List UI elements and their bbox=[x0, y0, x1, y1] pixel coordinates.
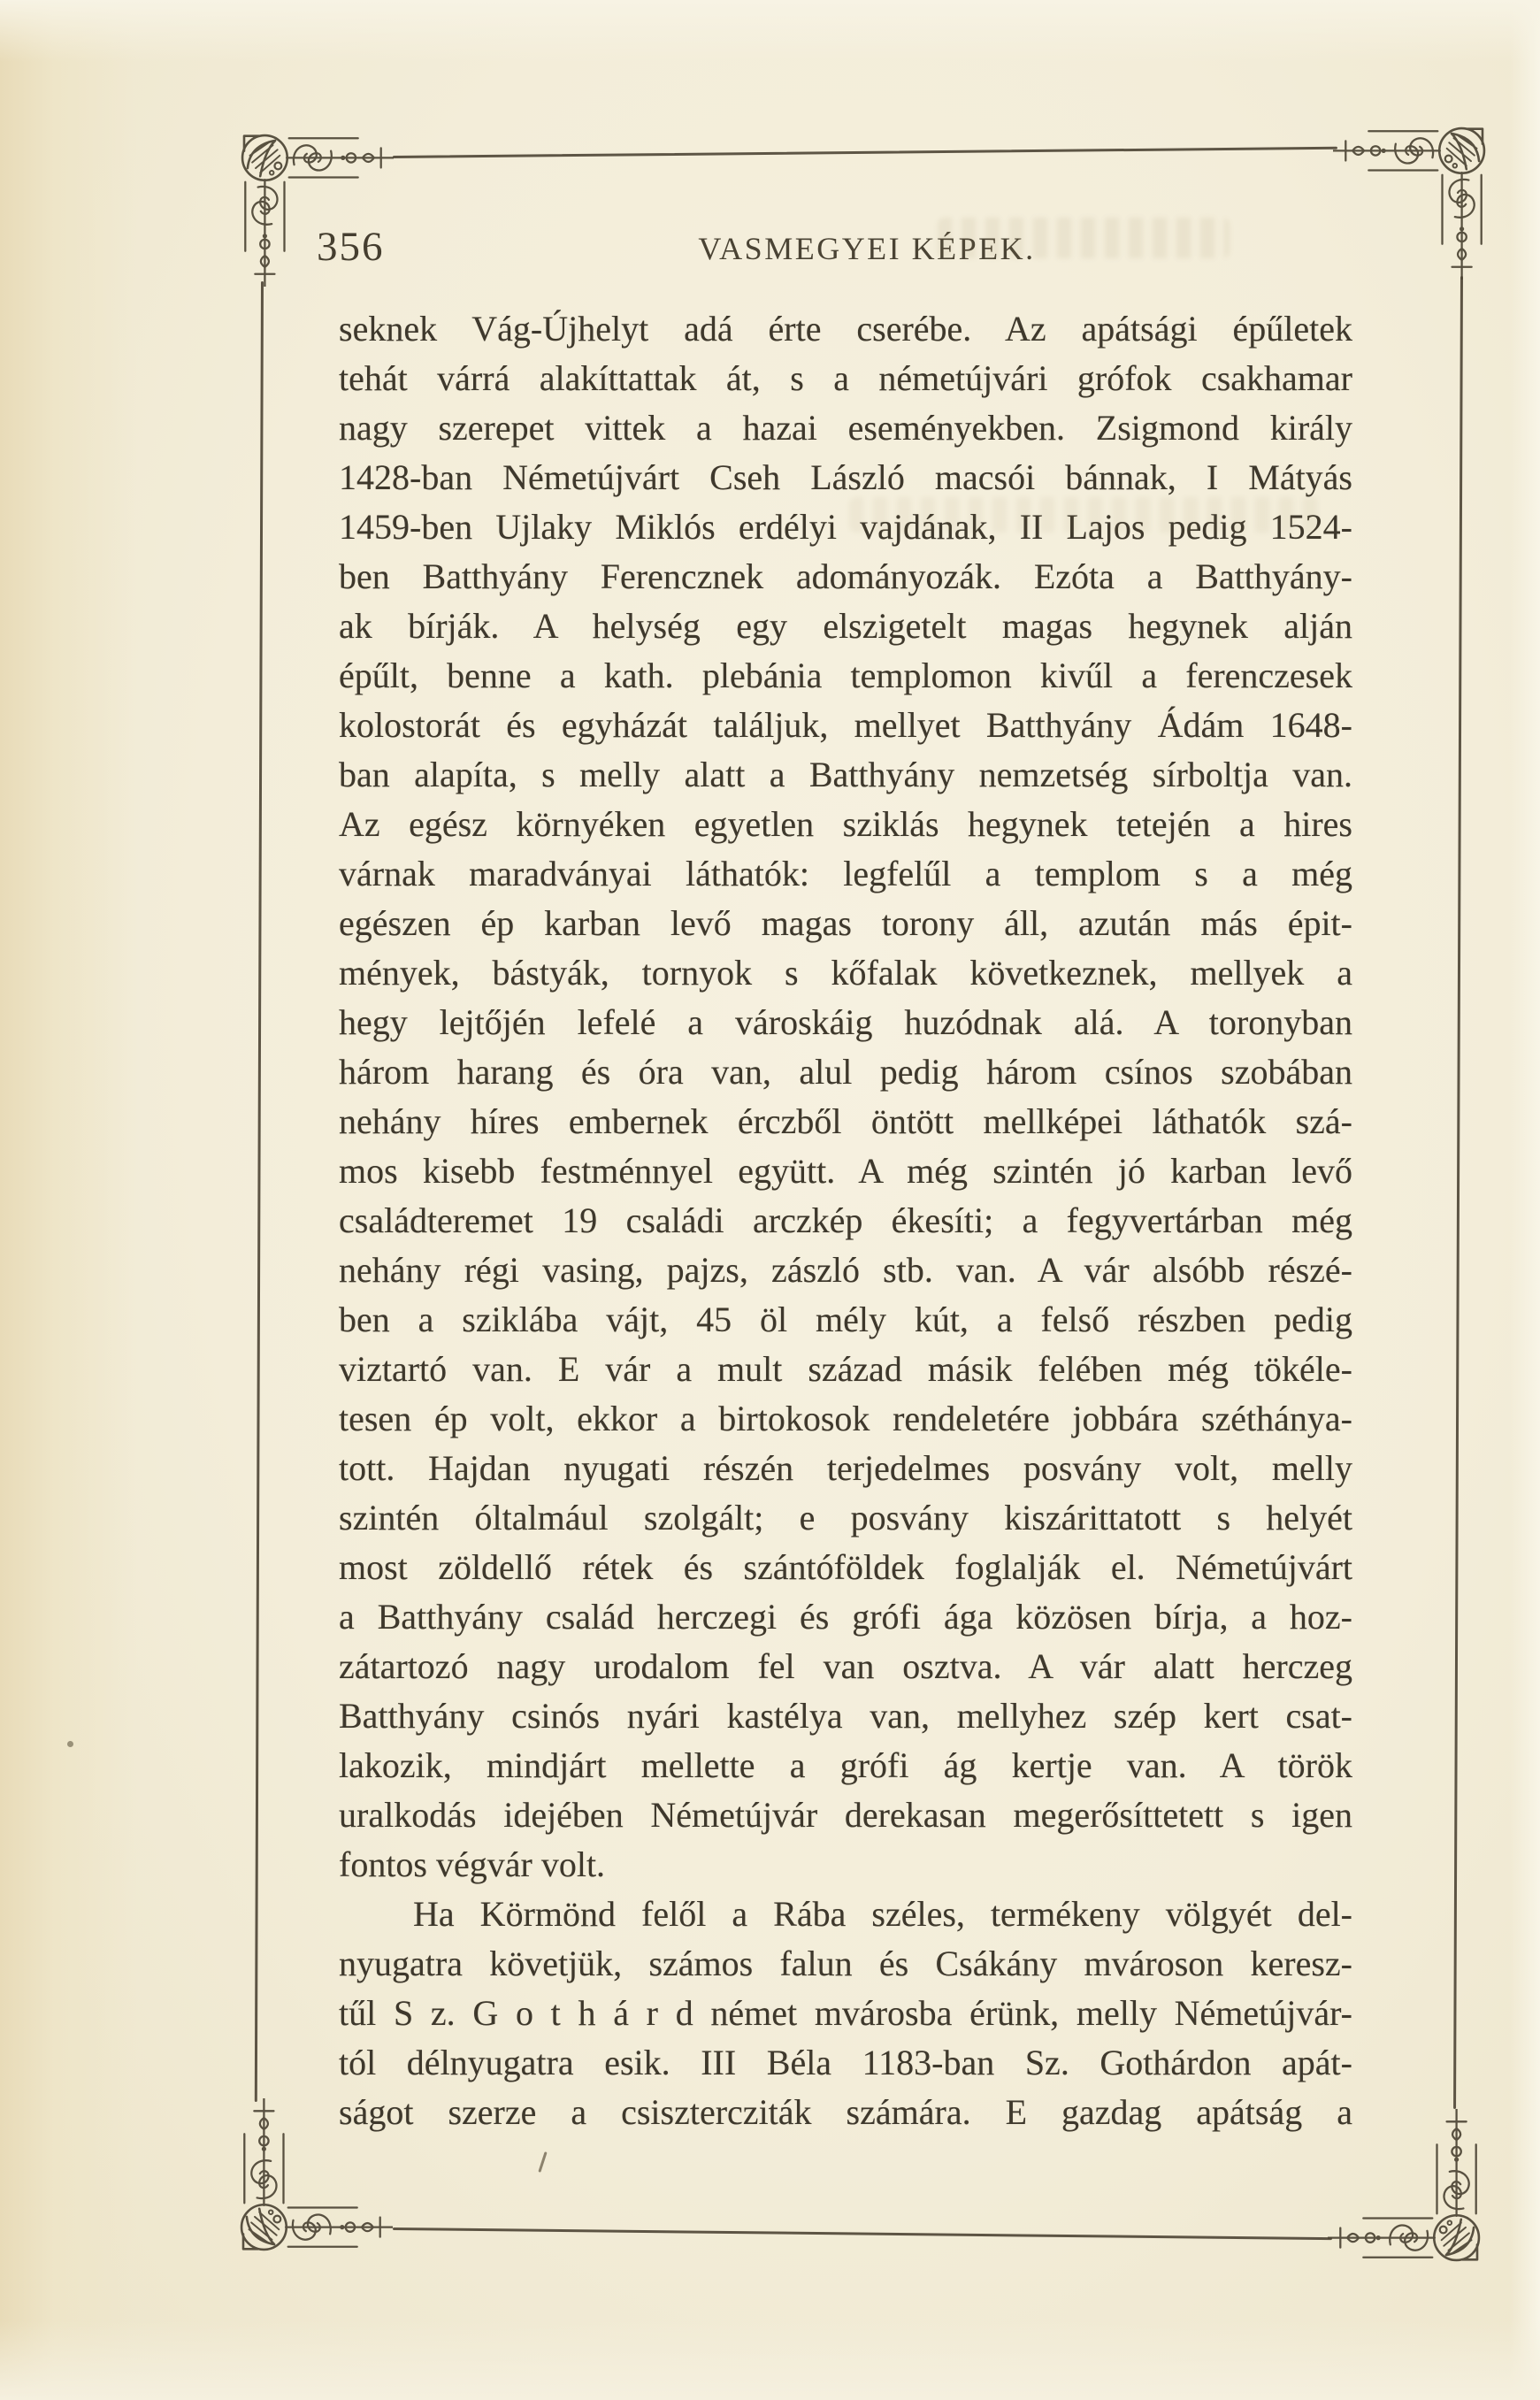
text-line: hegy lejtőjén lefelé a városkáig huzódnak alá. A toronyban bbox=[339, 1002, 1352, 1042]
text-line: nyugatra követjük, számos falun és Csákány mvároson keresz- bbox=[339, 1944, 1352, 1983]
text-line: várnak maradványai láthatók: legfelűl a templom s a még bbox=[339, 854, 1352, 893]
text-line: tehát várrá alakíttattak át, s a németújvári grófok csakhamar bbox=[339, 358, 1352, 398]
text-line: tott. Hajdan nyugati részén terjedelmes posvány volt, melly bbox=[339, 1448, 1352, 1488]
page-edge-shading bbox=[0, 2320, 1540, 2400]
text-line: a Batthyány család herczegi és grófi ága közösen bírja, a hoz- bbox=[339, 1597, 1352, 1637]
page-gutter-shading bbox=[0, 0, 137, 2400]
text-line: seknek Vág-Újhelyt adá érte cserébe. Az apátsági épűletek bbox=[339, 309, 1352, 349]
frame-rule-right bbox=[1453, 276, 1463, 2109]
text-line: zátartozó nagy urodalom fel van osztva. A vár alatt herczeg bbox=[339, 1646, 1352, 1686]
text-line: kolostorát és egyházát találjuk, mellyet Batthyány Ádám 1648- bbox=[339, 705, 1352, 745]
ink-bleedthrough-smudge bbox=[849, 497, 1327, 533]
text-line: 1459-ben Ujlaky Miklós erdélyi vajdának, II Lajos pedig 1524- bbox=[339, 507, 1352, 547]
frame-rule-bottom bbox=[393, 2227, 1332, 2240]
text-line: viztartó van. E vár a mult század másik felében még tökéle- bbox=[339, 1349, 1352, 1389]
corner-ornament-bottom-right bbox=[1328, 2109, 1500, 2281]
text-line: tól délnyugatra esik. III Béla 1183-ban Sz. Gothárdon apát- bbox=[339, 2043, 1352, 2082]
text-line: 1428-ban Németújvárt Cseh László macsói bánnak, I Mátyás bbox=[339, 457, 1352, 497]
text-line: mények, bástyák, tornyok s kőfalak következnek, mellyek a bbox=[339, 953, 1352, 993]
text-line: tűl S z. G o t h á r d német mvárosba érünk, melly Németújvár- bbox=[339, 1993, 1352, 2033]
text-line: fontos végvár volt. bbox=[339, 1844, 606, 1884]
text-line: ságot szerze a csisztercziták számára. E gazdag apátság a bbox=[339, 2092, 1352, 2132]
text-line: szintén óltalmául szolgált; e posvány kiszárittatott s helyét bbox=[339, 1498, 1352, 1537]
text-line: ben Batthyány Ferencznek adományozák. Ezóta a Batthyány- bbox=[339, 556, 1352, 596]
page-edge-shading bbox=[0, 0, 1540, 62]
ink-speck bbox=[67, 1741, 73, 1747]
ink-bleedthrough-smudge bbox=[938, 218, 1230, 258]
text-line: épűlt, benne a kath. plebánia templomon kivűl a ferenczesek bbox=[339, 656, 1352, 695]
page-number: 356 bbox=[317, 224, 385, 270]
text-line: ak bírják. A helység egy elszigetelt magas hegynek alján bbox=[339, 606, 1352, 646]
text-line: most zöldellő rétek és szántóföldek foglalják el. Németújvárt bbox=[339, 1547, 1352, 1587]
text-line: ben a sziklába vájt, 45 öl mély kút, a felső részben pedig bbox=[339, 1300, 1352, 1339]
text-line: Ha Körmönd felől a Rába széles, termékeny völgyét del- bbox=[413, 1894, 1352, 1934]
text-line: nehány régi vasing, pajzs, zászló stb. van. A vár alsóbb részé- bbox=[339, 1250, 1352, 1290]
text-line: egészen ép karban levő magas torony áll, azután más épit- bbox=[339, 903, 1352, 943]
frame-rule-top bbox=[393, 147, 1337, 158]
text-line: családteremet 19 családi arczkép ékesíti; a fegyvertárban még bbox=[339, 1200, 1352, 1240]
text-line: nagy szerepet vittek a hazai eseményekben. Zsigmond király bbox=[339, 408, 1352, 448]
text-line: uralkodás idejében Németújvár derekasan megerősíttetett s igen bbox=[339, 1795, 1352, 1835]
frame-rule-left bbox=[255, 281, 264, 2102]
text-line: Batthyány csinós nyári kastélya van, mellyhez szép kert csat- bbox=[339, 1696, 1352, 1736]
text-line: nehány híres embernek érczből öntött mellképei láthatók szá- bbox=[339, 1101, 1352, 1141]
text-line: ban alapíta, s melly alatt a Batthyány nemzetség sírboltja van. bbox=[339, 755, 1352, 794]
ink-speck bbox=[538, 2151, 547, 2173]
text-block bbox=[339, 304, 1352, 2137]
text-line: mos kisebb festménnyel együtt. A még szintén jó karban levő bbox=[339, 1151, 1352, 1191]
text-line: Az egész környéken egyetlen sziklás hegynek tetején a hires bbox=[339, 804, 1352, 844]
text-line: három harang és óra van, alul pedig három csínos szobában bbox=[339, 1052, 1352, 1092]
corner-ornament-top-right bbox=[1333, 107, 1506, 280]
text-line: lakozik, mindjárt mellette a grófi ág kertje van. A török bbox=[339, 1745, 1352, 1785]
text-line: tesen ép volt, ekkor a birtokosok rendeletére jobbára széthánya- bbox=[339, 1399, 1352, 1438]
page-edge-shading bbox=[1510, 0, 1540, 2400]
running-head: VASMEGYEI KÉPEK. bbox=[698, 231, 1036, 266]
